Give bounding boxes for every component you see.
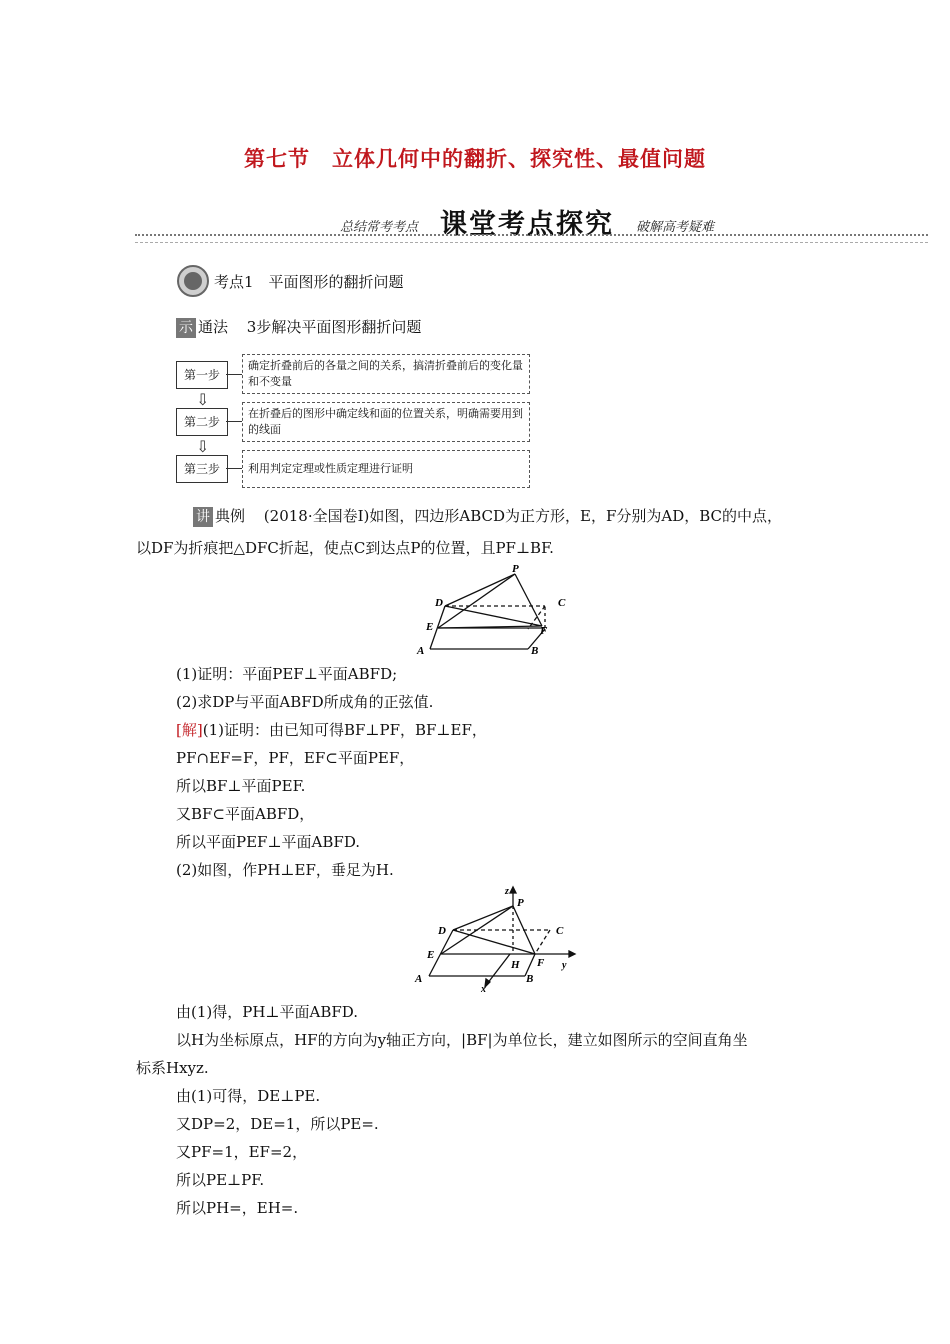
label-A: A (417, 645, 425, 657)
step-3-label: 第三步 (176, 455, 228, 483)
example-line-1 (193, 506, 782, 527)
label-P: P (517, 897, 524, 909)
label-E: E (426, 621, 434, 633)
connector-line (226, 468, 242, 469)
label-C: C (556, 925, 564, 937)
solution-line: 又BF⊂平面ABFD， (176, 805, 315, 823)
after-line: 又DP=2，DE=1，所以PE=. (176, 1115, 379, 1133)
step-3-desc: 利用判定定理或性质定理进行证明 (242, 450, 530, 488)
solution-first: (1)证明：由已知可得BF⊥PF，BF⊥EF， (202, 721, 487, 739)
kaodian-dot-icon (184, 272, 202, 290)
after-line: 所以PE⊥PF. (176, 1171, 265, 1189)
down-arrow-icon: ⇩ (196, 390, 210, 409)
banner-divider (135, 234, 928, 243)
after-line: 又PF=1，EF=2， (176, 1143, 308, 1161)
label-D: D (438, 925, 446, 937)
label-D: D (435, 597, 443, 609)
banner-right-text: 破解高考疑难 (636, 220, 715, 235)
label-B: B (526, 973, 534, 985)
label-P: P (512, 563, 519, 575)
solution-tag: [解] (176, 721, 203, 739)
down-arrow-icon: ⇩ (196, 437, 210, 456)
page-title: 第七节 立体几何中的翻折、探究性、最值问题 (244, 147, 706, 171)
step-1-label: 第一步 (176, 361, 228, 389)
solution-line: 所以BF⊥平面PEF. (176, 777, 306, 795)
step-2-desc: 在折叠后的图形中确定线和面的位置关系，明确需要用到的线面 (242, 402, 530, 442)
after-line: 由(1)得，PH⊥平面ABFD. (176, 1003, 359, 1021)
label-C: C (558, 597, 566, 609)
after-line: 由(1)可得，DE⊥PE. (176, 1087, 321, 1105)
label-z: z (505, 886, 509, 897)
label-y: y (562, 960, 567, 971)
example-tag: 讲 (193, 507, 213, 527)
label-F: F (537, 957, 545, 969)
solution-line-1 (176, 720, 487, 740)
label-x: x (481, 984, 486, 994)
method-tag: 示 (176, 318, 196, 338)
question-1: (1)证明：平面PEF⊥平面ABFD; (176, 665, 398, 683)
example-text-1: (2018·全国卷Ⅰ)如图，四边形ABCD为正方形，E，F分别为AD，BC的中点， (263, 507, 783, 525)
example-label: 典例 (215, 507, 246, 525)
label-F: F (540, 625, 548, 637)
solution-line: (2)如图，作PH⊥EF，垂足为H. (176, 861, 394, 879)
after-line: 标系Hxyz. (136, 1059, 209, 1077)
step-1-desc: 确定折叠前后的各量之间的关系，搞清折叠前后的变化量和不变量 (242, 354, 530, 394)
connector-line (226, 374, 242, 375)
solution-line: PF∩EF=F，PF，EF⊂平面PEF， (176, 749, 415, 767)
solution-line: 所以平面PEF⊥平面ABFD. (176, 833, 361, 851)
after-line: 所以PH=，EH=. (176, 1199, 299, 1217)
label-A: A (415, 973, 423, 985)
label-E: E (427, 949, 435, 961)
label-H: H (511, 959, 520, 971)
figure-1-fold-diagram (400, 562, 580, 662)
kaodian-heading: 考点1 平面图形的翻折问题 (214, 273, 404, 291)
method-text: 3步解决平面图形翻折问题 (246, 318, 422, 336)
step-2-label: 第二步 (176, 408, 228, 436)
figure-2-coordinate-diagram (405, 884, 580, 994)
connector-line (226, 421, 242, 422)
example-line-2: 以DF为折痕把△DFC折起，使点C到达点P的位置，且PF⊥BF. (136, 539, 554, 557)
after-line: 以H为坐标原点，HF的方向为y轴正方向，|BF|为单位长，建立如图所示的空间直角坐 (176, 1031, 748, 1049)
method-heading (176, 317, 421, 338)
method-label: 通法 (198, 318, 229, 336)
question-2: (2)求DP与平面ABFD所成角的正弦值. (176, 693, 434, 711)
label-B: B (531, 645, 539, 657)
banner-left-text: 总结常考考点 (340, 220, 419, 235)
banner-main-text: 课堂考点探究 (440, 209, 614, 240)
